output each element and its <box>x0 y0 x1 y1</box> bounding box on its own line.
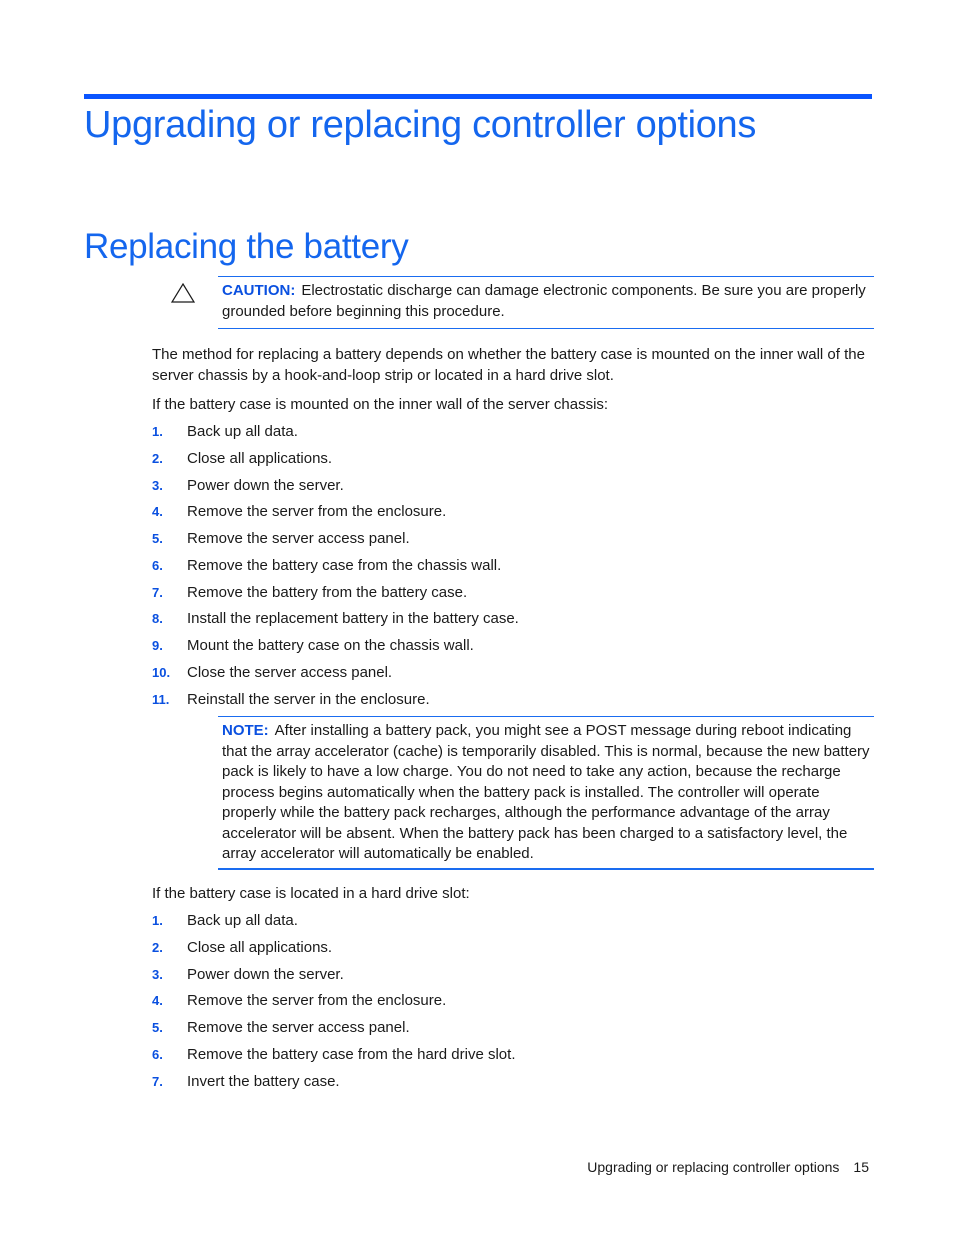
section-title: Replacing the battery <box>84 227 409 266</box>
step-text: Remove the server access panel. <box>187 530 410 547</box>
chapter-title: Upgrading or replacing controller options <box>84 104 757 146</box>
step-number: 10. <box>152 664 171 680</box>
step-text: Close all applications. <box>187 938 333 956</box>
step-number: 1. <box>152 913 163 928</box>
chapter-rule <box>84 94 872 99</box>
step-text: Back up all data. <box>187 912 298 929</box>
step-text: Close the server access panel. <box>187 663 393 681</box>
step-number: 5. <box>152 1020 163 1035</box>
step-number: 2. <box>152 939 163 955</box>
inner-wall-lead: If the battery case is mounted on the inner wall of the server chassis: <box>152 396 609 413</box>
footer-section: Upgrading or replacing controller options <box>587 1159 840 1175</box>
step-number: 9. <box>152 638 163 653</box>
page-number: 15 <box>853 1159 869 1175</box>
step-number: 1. <box>152 424 163 439</box>
step-text: Remove the battery case from the chassis wall. <box>187 556 502 574</box>
step-number: 7. <box>152 584 163 600</box>
step-text: Back up all data. <box>187 423 298 440</box>
caution-text: Electrostatic discharge can damage electronic components. Be sure you are properly grounded before beginning this procedure. <box>222 282 866 320</box>
note-label: NOTE: <box>222 722 269 739</box>
step-number: 5. <box>152 531 163 546</box>
step-text: Close all applications. <box>187 449 333 467</box>
step-text: Reinstall the server in the enclosure. <box>187 690 430 708</box>
note-text: After installing a battery pack, you might see a POST message during reboot indicating that the array accelerator (cache) is temporarily disabled. This is normal, because the new battery pack is likely to have a low charge. You do not need to take any action, because the recharge process begins automatically when the battery pack is installed. The controller will operate properly while the battery pack recharges, although the performance advantage of the array accelerator will be absent. When the battery pack has been charged to a satisfactory level, the array accelerator will automatically be enabled. <box>222 722 870 862</box>
step-number: 6. <box>152 1046 163 1062</box>
step-number: 6. <box>152 557 163 573</box>
caution-triangle-icon <box>171 283 195 303</box>
note-box <box>218 716 874 870</box>
page-footer <box>587 1159 869 1175</box>
step-text: Remove the battery from the battery case. <box>187 583 468 601</box>
step-number: 3. <box>152 966 163 982</box>
step-text: Install the replacement battery in the battery case. <box>187 610 519 628</box>
step-text: Mount the battery case on the chassis wall. <box>187 637 474 654</box>
step-text: Remove the server access panel. <box>187 1019 410 1036</box>
step-text: Remove the battery case from the hard drive slot. <box>187 1045 516 1063</box>
intro-paragraph: The method for replacing a battery depends on whether the battery case is mounted on the inner wall of the server chassis by a hook-and-loop strip or located in a hard drive slot. <box>152 346 865 384</box>
step-number: 4. <box>152 504 163 520</box>
step-text: Power down the server. <box>187 476 344 494</box>
step-text: Remove the server from the enclosure. <box>187 503 447 521</box>
step-text: Power down the server. <box>187 965 344 983</box>
step-text: Invert the battery case. <box>187 1072 340 1090</box>
step-number: 2. <box>152 450 163 466</box>
drive-slot-lead: If the battery case is located in a hard drive slot: <box>152 885 470 902</box>
caution-box <box>218 276 874 329</box>
step-number: 4. <box>152 993 163 1009</box>
caution-label: CAUTION: <box>222 282 296 299</box>
step-number: 8. <box>152 611 163 627</box>
step-text: Remove the server from the enclosure. <box>187 992 447 1010</box>
step-number: 3. <box>152 477 163 493</box>
step-number: 11. <box>152 691 170 707</box>
step-number: 7. <box>152 1073 163 1089</box>
